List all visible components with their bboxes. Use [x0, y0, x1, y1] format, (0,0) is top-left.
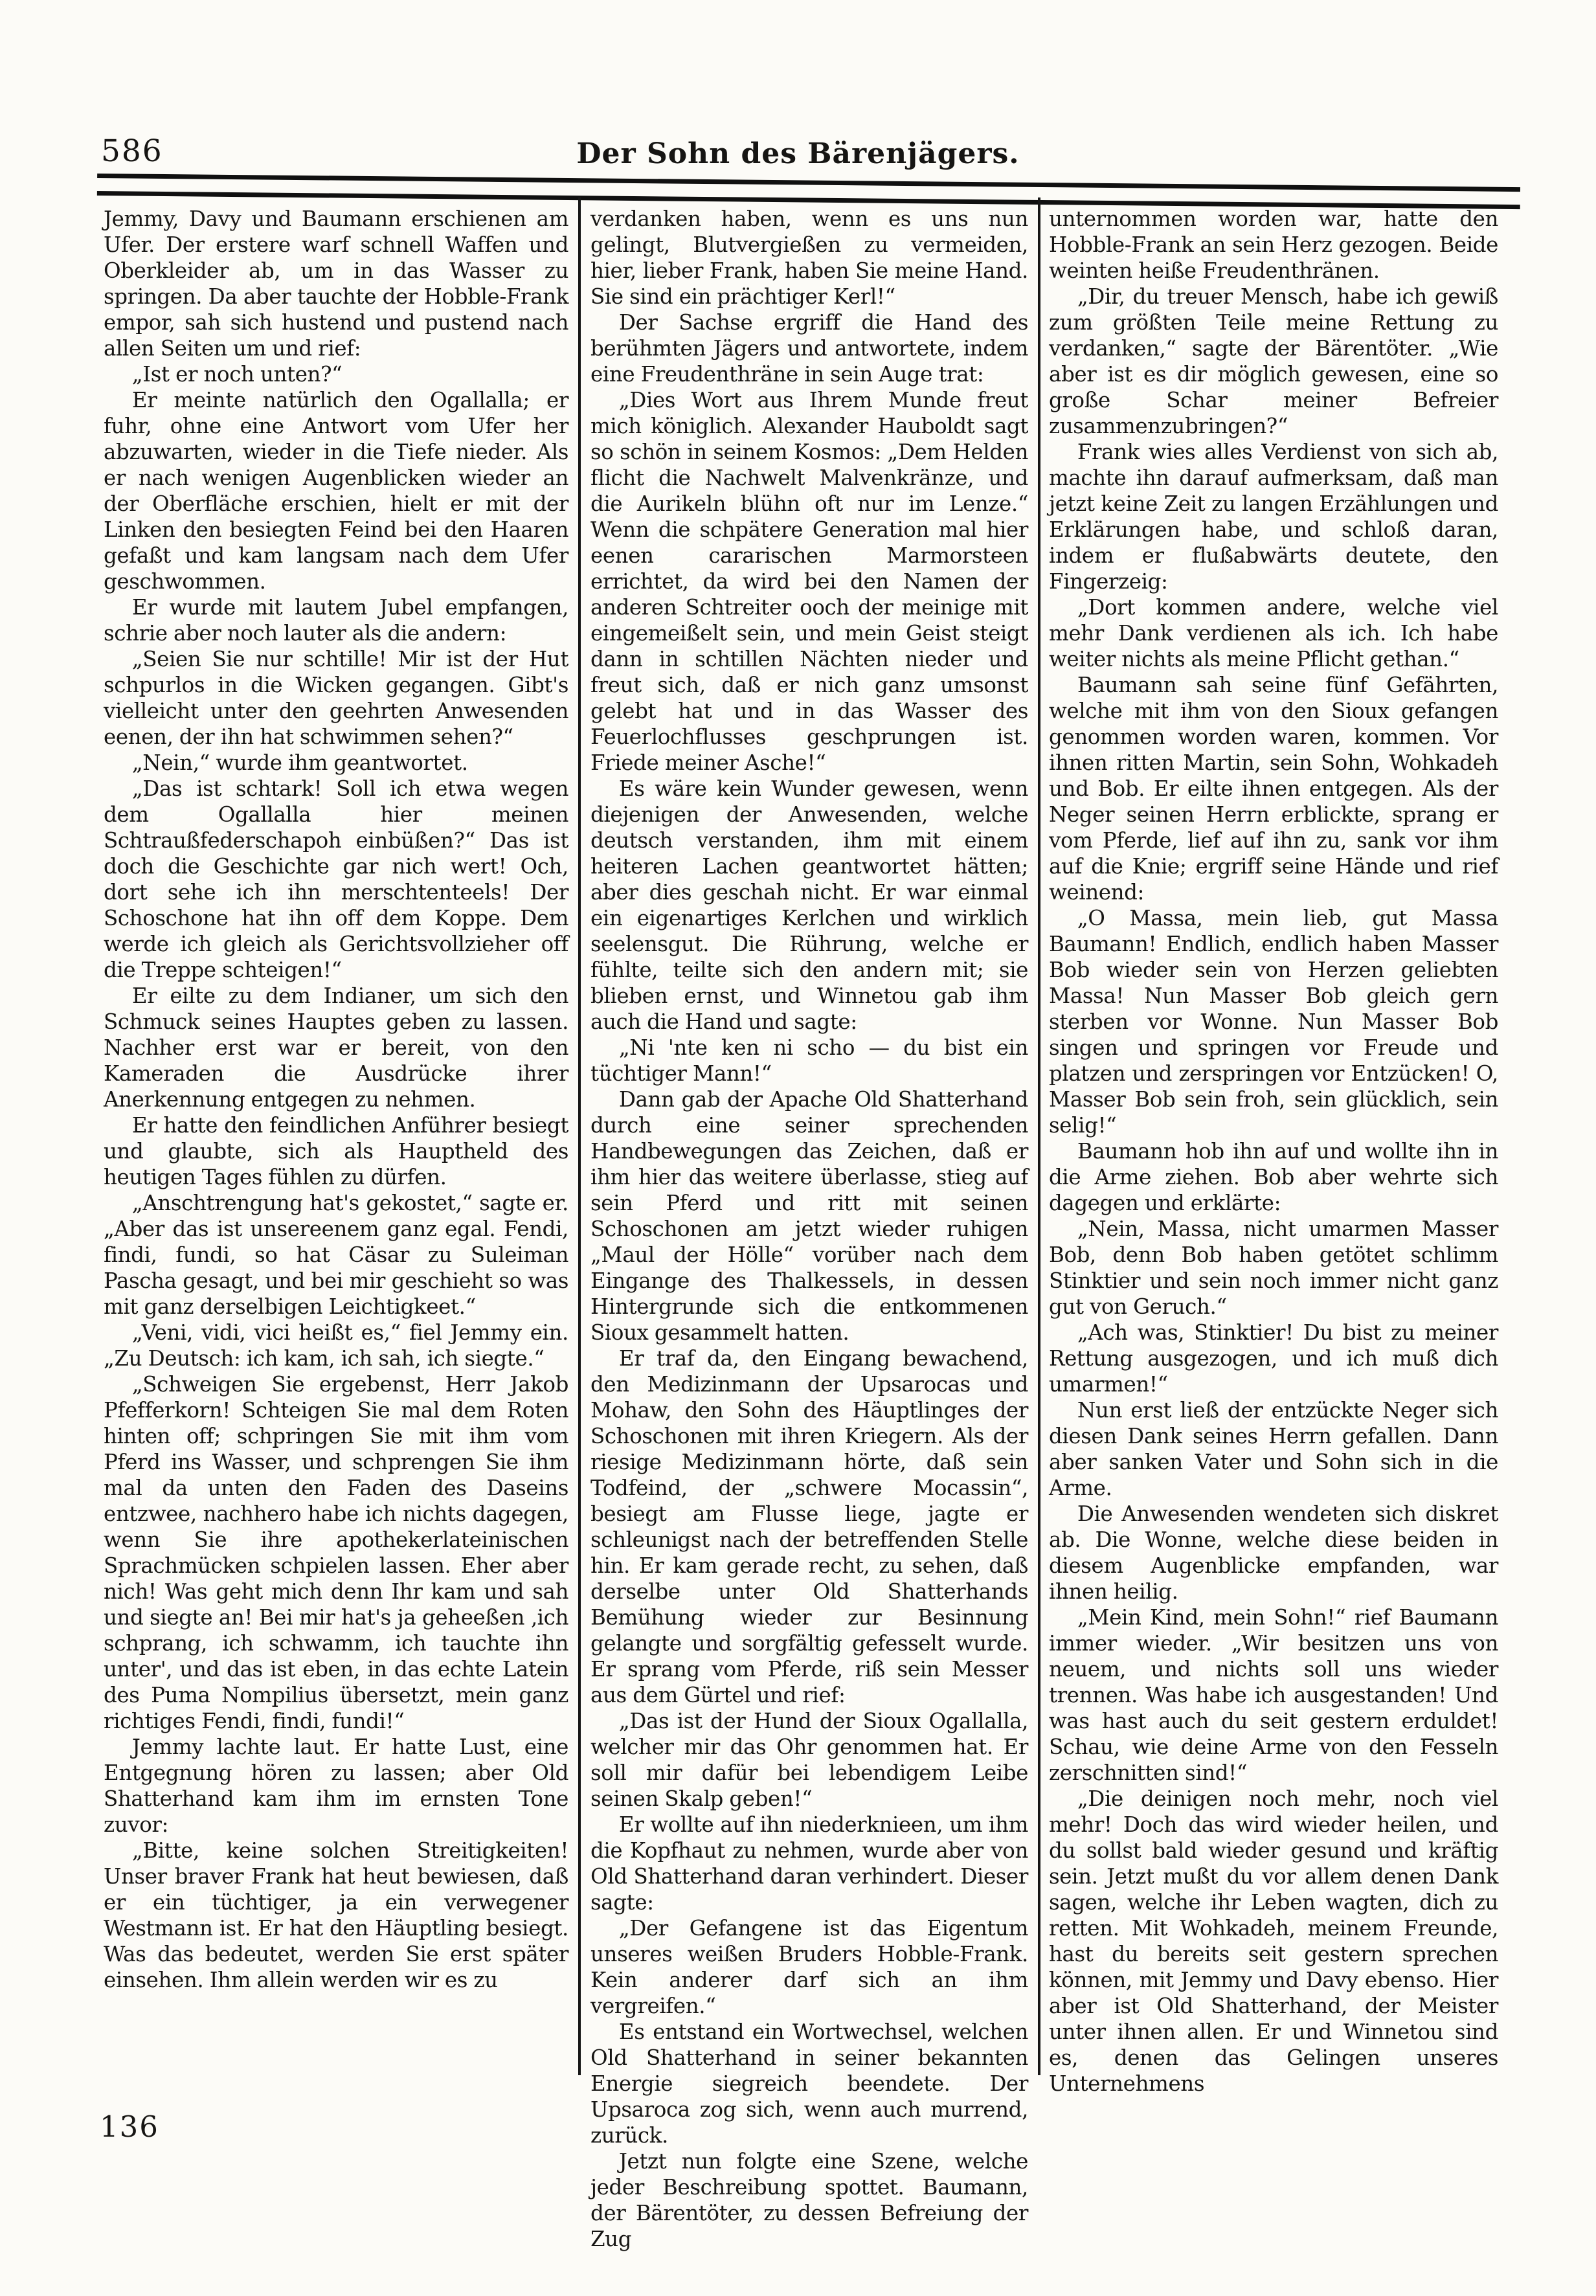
paragraph: „Veni, vidi, vici heißt es,“ fiel Jemmy ein. „Zu Deutsch: ich kam, ich sah, ich siegte.“ [104, 1320, 568, 1371]
header-double-rule [97, 174, 1520, 209]
paragraph: Nun erst ließ der entzückte Neger sich diesen Dank seines Herrn gefallen. Dann aber sanken Vater und Sohn sich in die Arme. [1049, 1398, 1498, 1500]
paragraph: „O Massa, mein lieb, gut Massa Baumann! Endlich, endlich haben Masser Bob wieder sein von Herzen geliebten Massa! Nun Masser Bob gleich gern sterben vor Wonne. Nun Masser Bob singen und springen vor Freude und platzen und zerspringen vor Entzücken! O, Masser Bob sein froh, sein glücklich, sein selig!“ [1049, 906, 1498, 1138]
text-column-3 [1049, 206, 1498, 2097]
paragraph: Er meinte natürlich den Ogallalla; er fuhr, ohne eine Antwort vom Ufer her abzuwarten, wieder in die Tiefe nieder. Als er nach wenigen Augenblicken wieder an der Oberfläche erschien, hielt er mit der Linken den besiegten Feind bei den Haaren gefaßt und kam langsam nach dem Ufer geschwommen. [104, 388, 568, 594]
paragraph: Baumann hob ihn auf und wollte ihn in die Arme ziehen. Bob aber wehrte sich dagegen und erklärte: [1049, 1139, 1498, 1215]
paragraph: Die Anwesenden wendeten sich diskret ab. Die Wonne, welche diese beiden in diesem Augenblicke empfanden, war ihnen heilig. [1049, 1502, 1498, 1604]
paragraph: Er hatte den feindlichen Anführer besiegt und glaubte, sich als Hauptheld des heutigen Tages fühlen zu dürfen. [104, 1113, 568, 1189]
paragraph: Er traf da, den Eingang bewachend, den Medizinmann der Upsarocas und Mohaw, den Sohn des Häuptlinges der Schoschonen mit ihren Kriegern. Als der riesige Medizinmann hörte, daß sein Todfeind, der „schwere Mocassin“, besiegt am Flusse liege, jagte er schleunigst nach der betreffenden Stelle hin. Er kam gerade recht, zu sehen, daß derselbe unter Old Shatterhands Bemühung wieder zur Besinnung gelangte und sorgfältig gefesselt wurde. Er sprang vom Pferde, riß sein Messer aus dem Gürtel und rief: [590, 1346, 1028, 1707]
paragraph: „Nein,“ wurde ihm geantwortet. [131, 750, 468, 775]
paragraph: Es entstand ein Wortwechsel, welchen Old Shatterhand in seiner bekannten Energie siegreich beendete. Der Upsaroca zog sich, wenn auch murrend, zurück. [590, 2020, 1028, 2148]
paragraph: Jetzt nun folgte eine Szene, welche jeder Beschreibung spottet. Baumann, der Bärentöter, zu dessen Befreiung der Zug [590, 2149, 1028, 2251]
text-column-2 [590, 206, 1028, 2252]
paragraph: „Nein, Massa, nicht umarmen Masser Bob, denn Bob haben getötet schlimm Stinktier und sein noch immer nicht ganz gut von Geruch.“ [1049, 1217, 1498, 1319]
paragraph: „Dir, du treuer Mensch, habe ich gewiß zum größten Teile meine Rettung zu verdanken,“ sagte der Bärentöter. „Wie aber ist es dir möglich gewesen, eine so große Schar meiner Befreier zusammenzubringen?“ [1049, 284, 1498, 438]
paragraph: „Mein Kind, mein Sohn!“ rief Baumann immer wieder. „Wir besitzen uns von neuem, und nichts soll uns wieder trennen. Was habe ich ausgestanden! Und was hast auch du seit gestern erduldet! Schau, wie deine Arme von den Fesseln zerschnitten sind!“ [1049, 1605, 1498, 1785]
paragraph: „Ni 'nte ken ni scho — du bist ein tüchtiger Mann!“ [590, 1035, 1028, 1086]
paragraph: Dann gab der Apache Old Shatterhand durch eine seiner sprechenden Handbewegungen das Zeichen, daß er ihm hier das weitere überlasse, stieg auf sein Pferd und ritt mit seinen Schoschonen am jetzt wieder ruhigen „Maul der Hölle“ vorüber nach dem Eingange des Thalkessels, in dessen Hintergrunde sich die entkommenen Sioux gesammelt hatten. [590, 1087, 1028, 1345]
page-number: 586 [101, 133, 163, 169]
paragraph: Er wollte auf ihn niederknieen, um ihm die Kopfhaut zu nehmen, wurde aber von Old Shatterhand daran verhindert. Dieser sagte: [590, 1812, 1028, 1915]
paragraph: unternommen worden war, hatte den Hobble-Frank an sein Herz gezogen. Beide weinten heiße Freudenthränen. [1049, 207, 1498, 283]
paragraph: „Schweigen Sie ergebenst, Herr Jakob Pfefferkorn! Schteigen Sie mal dem Roten hinten off; schpringen Sie mit ihm vom Pferd ins Wasser, und schprengen Sie ihm mal da unten den Faden des Daseins entzwee, nachhero habe ich nichts dagegen, wenn Sie ihre apothekerlateinischen Sprachmücken schpielen lassen. Eher aber nich! Was geht mich denn Ihr kam und sah und siegte an! Bei mir hat's ja geheeßen ‚ich schprang, ich schwamm, ich tauchte ihn unter', und das ist eben, in das echte Latein des Puma Nompilius übersetzt, mein ganz richtiges Fendi, findi, fundi!“ [104, 1372, 568, 1733]
paragraph: „Das ist schtark! Soll ich etwa wegen dem Ogallalla hier meinen Schtraußfederschapoh einbüßen?“ Das ist doch die Geschichte gar nich wert! Och, dort sehe ich ihn merschtenteels! Der Schoschone hat ihn off dem Koppe. Dem werde ich gleich als Gerichtsvollzieher off die Treppe schteigen!“ [104, 776, 568, 982]
text-column-1 [104, 206, 568, 1993]
paragraph: Jemmy, Davy und Baumann erschienen am Ufer. Der erstere warf schnell Waffen und Oberkleider ab, um in das Wasser zu springen. Da aber tauchte der Hobble-Frank empor, sah sich hustend und pustend nach allen Seiten um und rief: [104, 207, 568, 361]
paragraph: Der Sachse ergriff die Hand des berühmten Jägers und antwortete, indem eine Freudenthräne in sein Auge trat: [590, 310, 1028, 387]
paragraph: „Die deinigen noch mehr, noch viel mehr! Doch das wird wieder heilen, und du sollst bald wieder gesund und kräftig sein. Jetzt mußt du vor allem denen Dank sagen, welche ihr Leben wagten, dich zu retten. Mit Wohkadeh, meinem Freunde, hast du bereits seit gestern sprechen können, mit Jemmy und Davy ebenso. Hier aber ist Old Shatterhand, der Meister unter ihnen allen. Er und Winnetou sind es, denen das Gelingen unseres Unternehmens [1049, 1786, 1498, 2096]
paragraph: Frank wies alles Verdienst von sich ab, machte ihn darauf aufmerksam, daß man jetzt keine Zeit zu langen Erzählungen und Erklärungen habe, und schloß daran, indem er flußabwärts deutete, den Fingerzeig: [1049, 440, 1498, 594]
paragraph: Er eilte zu dem Indianer, um sich den Schmuck seines Hauptes geben zu lassen. Nachher erst war er bereit, von den Kameraden die Ausdrücke ihrer Anerkennung entgegen zu nehmen. [104, 984, 568, 1112]
paragraph: „Das ist der Hund der Sioux Ogallalla, welcher mir das Ohr genommen hat. Er soll mir dafür bei lebendigem Leibe seinen Skalp geben!“ [590, 1709, 1028, 1811]
column-rule-1 [578, 197, 581, 2075]
paragraph: Es wäre kein Wunder gewesen, wenn diejenigen der Anwesenden, welche deutsch verstanden, ihm mit einem heiteren Lachen geantwortet hätten; aber dies geschah nicht. Er war einmal ein eigenartiges Kerlchen und wirklich seelensgut. Die Rührung, welche er fühlte, teilte sich den andern mit; sie blieben ernst, und Winnetou gab ihm auch die Hand und sagte: [590, 776, 1028, 1034]
column-rule-2 [1038, 197, 1040, 2075]
paragraph: Baumann sah seine fünf Gefährten, welche mit ihm von den Sioux gefangen genommen worden waren, kommen. Vor ihnen ritten Martin, sein Sohn, Wohkadeh und Bob. Er eilte ihnen entgegen. Als der Neger seinen Herrn erblickte, sprang er vom Pferde, lief auf ihn zu, sank vor ihm auf die Knie; ergriff seine Hände und rief weinend: [1049, 673, 1498, 905]
paragraph: Jemmy lachte laut. Er hatte Lust, eine Entgegnung hören zu lassen; aber Old Shatterhand kam ihm im ernsten Tone zuvor: [104, 1735, 568, 1837]
paragraph: „Dort kommen andere, welche viel mehr Dank verdienen als ich. Ich habe weiter nichts als meine Pflicht gethan.“ [1049, 595, 1498, 671]
paragraph: „Anschtrengung hat's gekostet,“ sagte er. „Aber das ist unsereenem ganz egal. Fendi, findi, fundi, so hat Cäsar zu Suleiman Pascha gesagt, und bei mir geschieht so was mit ganz derselbigen Leichtigkeet.“ [104, 1191, 568, 1319]
paragraph: verdanken haben, wenn es uns nun gelingt, Blutvergießen zu vermeiden, hier, lieber Frank, haben Sie meine Hand. Sie sind ein prächtiger Kerl!“ [590, 207, 1028, 309]
paragraph: Er wurde mit lautem Jubel empfangen, schrie aber noch lauter als die andern: [104, 595, 568, 646]
paragraph: „Ach was, Stinktier! Du bist zu meiner Rettung ausgezogen, und ich muß dich umarmen!“ [1049, 1320, 1498, 1397]
paragraph: „Seien Sie nur schtille! Mir ist der Hut schpurlos in die Wicken gegangen. Gibt's vielleicht unter den geehrten Anwesenden eenen, der ihn hat schwimmen sehen?“ [104, 647, 568, 749]
paragraph: „Dies Wort aus Ihrem Munde freut mich königlich. Alexander Hauboldt sagt so schön in seinem Kosmos: „Dem Helden flicht die Nachwelt Malvenkränze, und die Aurikeln blühn oft nur im Lenze.“ Wenn die schpätere Generation mal hier eenen cararischen Marmorsteen errichtet, da wird bei den Namen der anderen Schtreiter ooch der meinige mit eingemeißelt sein, und mein Geist steigt dann in schtillen Nächten nieder und freut sich, daß er nich ganz umsonst gelebt hat und in das Wasser des Feuerlochflusses geschprungen ist. Friede meiner Asche!“ [590, 388, 1028, 775]
paragraph: „Ist er noch unten?“ [131, 362, 343, 387]
signature-mark: 136 [100, 2110, 159, 2144]
paragraph: „Bitte, keine solchen Streitigkeiten! Unser braver Frank hat heut bewiesen, daß er ein tüchtiger, ja ein verwegener Westmann ist. Er hat den Häuptling besiegt. Was das bedeutet, werden Sie erst später einsehen. Ihm allein werden wir es zu [104, 1838, 568, 1992]
running-title: Der Sohn des Bärenjägers. [576, 137, 1020, 170]
paragraph: „Der Gefangene ist das Eigentum unseres weißen Bruders Hobble-Frank. Kein anderer darf sich an ihm vergreifen.“ [590, 1916, 1028, 2018]
